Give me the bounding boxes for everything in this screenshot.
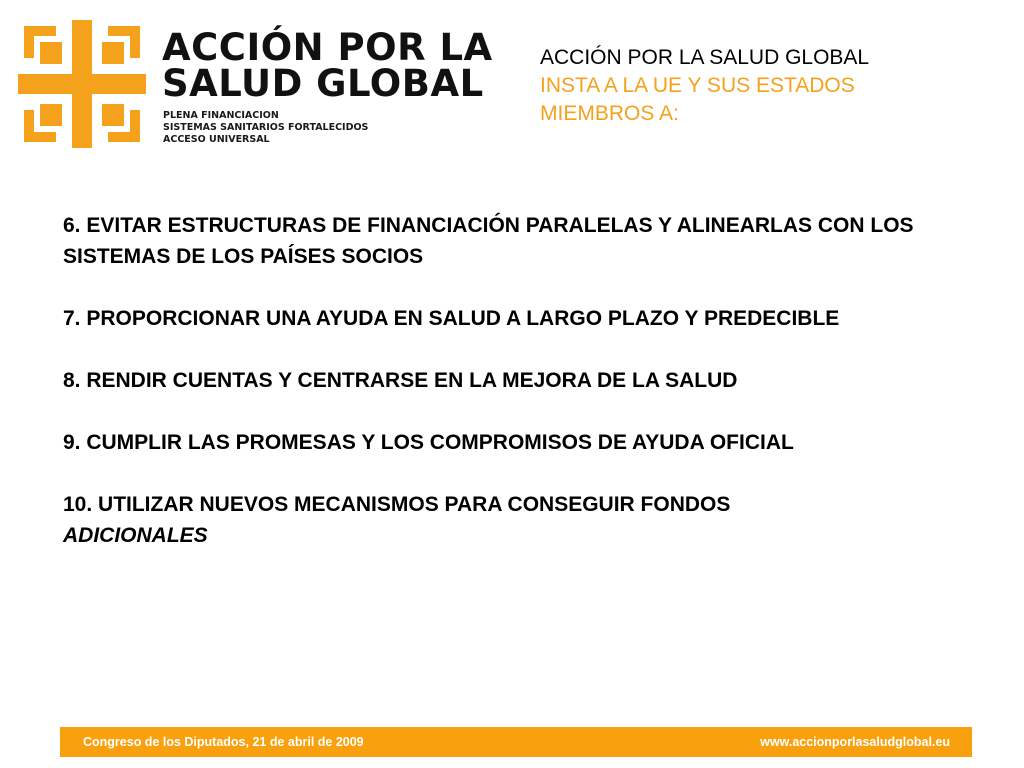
orange-cross-logo-icon	[18, 20, 146, 148]
list-item-9: 9. CUMPLIR LAS PROMESAS Y LOS COMPROMISOS DE AYUDA OFICIAL	[63, 431, 794, 454]
header-line1: ACCIÓN POR LA SALUD GLOBAL	[540, 46, 870, 69]
footer-event: Congreso de los Diputados, 21 de abril de 2009	[83, 735, 364, 749]
list-item-10-text: 10. UTILIZAR NUEVOS MECANISMOS PARA CONSEGUIR FONDOS	[63, 493, 731, 516]
list-item-10-italic: ADICIONALES	[63, 524, 208, 547]
logo-title-line1: ACCIÓN POR LA	[162, 26, 493, 69]
list-item-7: 7. PROPORCIONAR UNA AYUDA EN SALUD A LARGO PLAZO Y PREDECIBLE	[63, 307, 840, 330]
list-item-8: 8. RENDIR CUENTAS Y CENTRARSE EN LA MEJORA DE LA SALUD	[63, 369, 738, 392]
logo-tagline	[163, 110, 368, 146]
list-item-6: 6. EVITAR ESTRUCTURAS DE FINANCIACIÓN PARALELAS Y ALINEARLAS CON LOS SISTEMAS DE LOS PAÍSES SOCIOS	[63, 214, 914, 268]
header-line2: INSTA A LA UE Y SUS ESTADOS	[540, 74, 855, 97]
recommendations-list	[63, 210, 943, 582]
header	[540, 44, 980, 128]
logo-tagline-2: SISTEMAS SANITARIOS FORTALECIDOS	[163, 122, 369, 133]
logo-tagline-3: ACCESO UNIVERSAL	[163, 134, 270, 145]
list-item-10	[63, 489, 943, 551]
logo-tagline-1: PLENA FINANCIACION	[163, 110, 279, 121]
footer-bar	[60, 727, 972, 757]
logo-title	[162, 26, 493, 105]
header-line3: MIEMBROS A:	[540, 102, 679, 125]
logo	[18, 20, 493, 148]
logo-title-line2: SALUD GLOBAL	[162, 62, 484, 105]
footer-website-link[interactable]: www.accionporlasaludglobal.eu	[760, 735, 950, 749]
